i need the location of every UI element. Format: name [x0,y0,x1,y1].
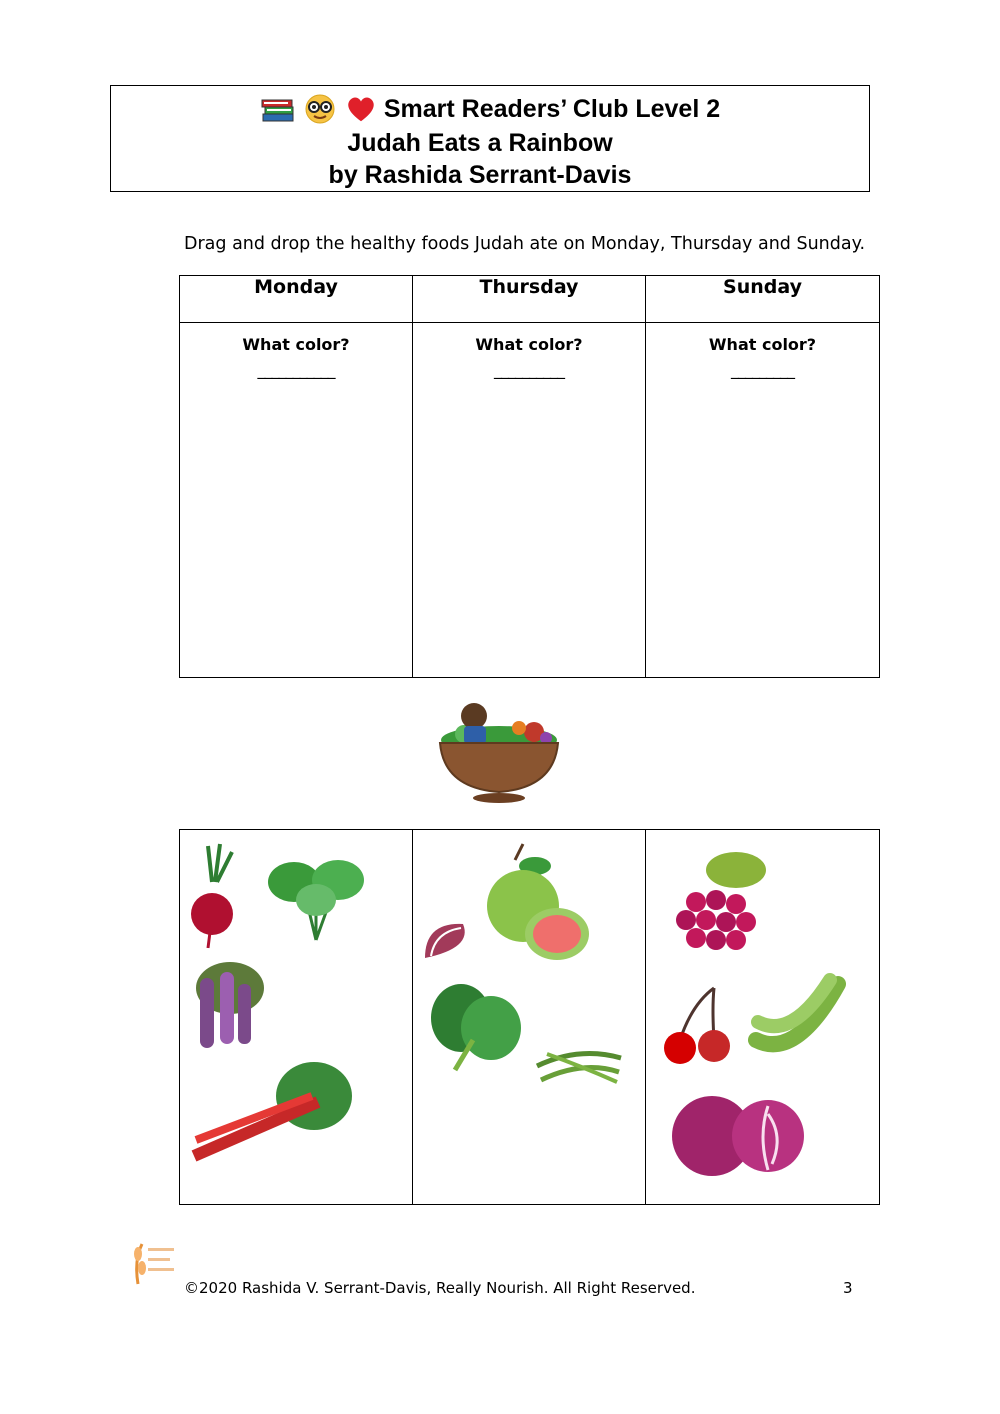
taro-leaves-icon[interactable] [264,850,368,946]
color-answer-blank[interactable]: ___________ [257,360,335,379]
author-line: by Rashida Serrant-Davis [328,161,632,189]
cherries-icon[interactable] [662,984,734,1068]
green-beans-icon[interactable] [533,1036,625,1092]
color-question: What color? [242,335,350,354]
page-number: 3 [843,1279,853,1297]
column-header-thursday: Thursday [413,276,646,323]
title-line [111,94,869,124]
red-cabbage-icon[interactable] [668,1092,808,1178]
spinach-icon[interactable] [425,980,525,1074]
green-bananas-icon[interactable] [746,970,850,1074]
red-onion-icon[interactable] [421,918,475,966]
guava-icon[interactable] [477,840,591,964]
color-answer-blank[interactable]: __________ [494,360,564,379]
book-title: Judah Eats a Rainbow [347,129,613,157]
drop-table [179,275,880,678]
column-header-monday: Monday [180,276,413,323]
column-header-sunday: Sunday [646,276,880,323]
color-answer-blank[interactable]: _________ [731,360,794,379]
red-grapes-icon[interactable] [656,842,806,962]
books-icon [260,94,296,124]
instructions: Drag and drop the healthy foods Judah ate on Monday, Thursday and Sunday. [184,234,866,254]
drop-zone-sunday[interactable] [646,323,880,678]
color-question: What color? [475,335,583,354]
food-bank-column-2 [413,830,646,1205]
food-bank-table [179,829,880,1205]
nerd-face-icon [302,94,338,124]
club-title: Smart Readers’ Club Level 2 [383,94,721,123]
color-question: What color? [708,335,817,354]
salad-bowl-illustration [434,688,564,806]
really-nourish-logo [128,1240,178,1288]
copyright-footer: ©2020 Rashida V. Serrant-Davis, Really Nourish. All Right Reserved. [184,1279,696,1297]
food-bank-column-1 [180,830,413,1205]
purple-beans-icon[interactable] [190,958,266,1052]
beet-icon[interactable] [190,842,240,950]
red-heart-icon [344,94,378,124]
drop-zone-monday[interactable] [180,323,413,678]
title-box [110,85,870,192]
rhubarb-icon[interactable] [190,1058,354,1164]
drop-zone-thursday[interactable] [413,323,646,678]
food-bank-column-3 [646,830,880,1205]
